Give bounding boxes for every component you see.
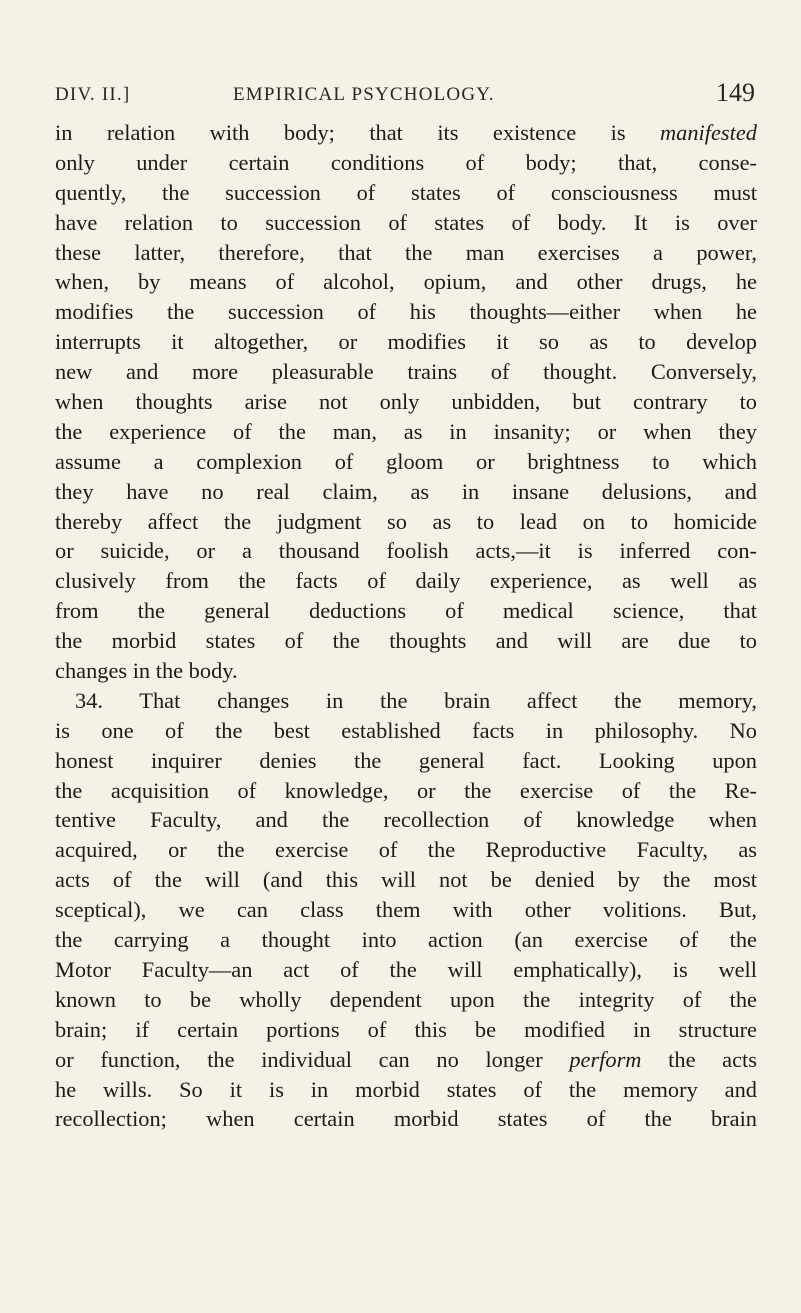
text-line bbox=[55, 477, 757, 507]
text-line bbox=[55, 267, 757, 297]
line-text: is one of the best established facts in philosophy. No bbox=[55, 717, 757, 743]
text-line bbox=[55, 716, 757, 746]
line-text: tentive Faculty, and the recollection of knowledge when bbox=[55, 807, 757, 833]
line-text: changes in the body. bbox=[55, 658, 238, 684]
line-text: or function, the individual can no longer bbox=[55, 1046, 570, 1072]
text-line bbox=[55, 626, 757, 656]
text-line bbox=[55, 985, 757, 1015]
text-line bbox=[55, 776, 757, 806]
text-line bbox=[55, 447, 757, 477]
text-line bbox=[55, 656, 757, 686]
line-text: acquired, or the exercise of the Reproductive Faculty, as bbox=[55, 837, 757, 863]
text-line bbox=[55, 327, 757, 357]
text-line bbox=[55, 1075, 757, 1105]
line-text: clusively from the facts of daily experience, as well as bbox=[55, 568, 757, 594]
line-text: the morbid states of the thoughts and will are due to bbox=[55, 628, 757, 654]
text-line bbox=[55, 865, 757, 895]
line-text: interrupts it altogether, or modifies it so as to develop bbox=[55, 329, 757, 355]
line-text: Motor Faculty—an act of the will emphatically), is well bbox=[55, 956, 757, 982]
line-text: when, by means of alcohol, opium, and other drugs, he bbox=[55, 269, 757, 295]
text-line bbox=[55, 746, 757, 776]
line-text-after: the acts bbox=[641, 1046, 757, 1072]
text-line bbox=[55, 208, 757, 238]
line-text: they have no real claim, as in insane delusions, and bbox=[55, 478, 757, 504]
line-text: the experience of the man, as in insanity; or when they bbox=[55, 418, 757, 444]
text-line bbox=[55, 238, 757, 268]
line-text: or suicide, or a thousand foolish acts,—it is inferred con- bbox=[55, 538, 757, 564]
text-line bbox=[55, 686, 757, 716]
line-text: sceptical), we can class them with other volitions. But, bbox=[55, 897, 757, 923]
text-line bbox=[55, 1045, 757, 1075]
line-text: from the general deductions of medical science, that bbox=[55, 598, 757, 624]
text-line bbox=[55, 1015, 757, 1045]
text-line bbox=[55, 297, 757, 327]
text-line bbox=[55, 925, 757, 955]
line-text: have relation to succession of states of body. It is over bbox=[55, 209, 757, 235]
line-text: new and more pleasurable trains of thought. Conversely, bbox=[55, 359, 757, 385]
line-text: acts of the will (and this will not be denied by the most bbox=[55, 867, 757, 893]
line-text: brain; if certain portions of this be modified in structure bbox=[55, 1016, 757, 1042]
line-text: modifies the succession of his thoughts—either when he bbox=[55, 299, 757, 325]
line-text: thereby affect the judgment so as to lead on to homicide bbox=[55, 508, 757, 534]
text-line bbox=[55, 357, 757, 387]
italic-word: perform bbox=[569, 1046, 642, 1072]
line-text: 34. That changes in the brain affect the memory, bbox=[75, 687, 757, 713]
line-text: known to be wholly dependent upon the integrity of the bbox=[55, 986, 757, 1012]
line-text: recollection; when certain morbid states of the brain bbox=[55, 1106, 757, 1132]
running-title: EMPIRICAL PSYCHOLOGY. bbox=[233, 84, 495, 105]
text-line bbox=[55, 536, 757, 566]
line-text: in relation with body; that its existence is bbox=[55, 120, 660, 145]
line-text: only under certain conditions of body; that, conse- bbox=[55, 149, 757, 175]
text-line bbox=[55, 596, 757, 626]
text-line bbox=[55, 148, 757, 178]
line-text: when thoughts arise not only unbidden, but contrary to bbox=[55, 389, 757, 415]
text-line bbox=[55, 1104, 757, 1134]
line-text: quently, the succession of states of consciousness must bbox=[55, 179, 757, 205]
text-line bbox=[55, 387, 757, 417]
text-line bbox=[55, 835, 757, 865]
body-text bbox=[55, 118, 757, 1134]
line-text: these latter, therefore, that the man exercises a power, bbox=[55, 239, 757, 265]
line-text: honest inquirer denies the general fact. Looking upon bbox=[55, 747, 757, 773]
text-line bbox=[55, 955, 757, 985]
page-number: 149 bbox=[716, 78, 755, 107]
line-text: the acquisition of knowledge, or the exercise of the Re- bbox=[55, 777, 757, 803]
text-line bbox=[55, 507, 757, 537]
text-line bbox=[55, 805, 757, 835]
division-label: DIV. II.] bbox=[55, 84, 131, 105]
text-line bbox=[55, 118, 757, 148]
line-text: assume a complexion of gloom or brightness to which bbox=[55, 448, 757, 474]
text-line bbox=[55, 417, 757, 447]
text-line bbox=[55, 895, 757, 925]
italic-word: manifested bbox=[659, 120, 757, 145]
line-text: the carrying a thought into action (an exercise of the bbox=[55, 927, 757, 953]
text-line bbox=[55, 178, 757, 208]
running-head bbox=[55, 78, 755, 112]
line-text: he wills. So it is in morbid states of the memory and bbox=[55, 1076, 757, 1102]
text-line bbox=[55, 566, 757, 596]
